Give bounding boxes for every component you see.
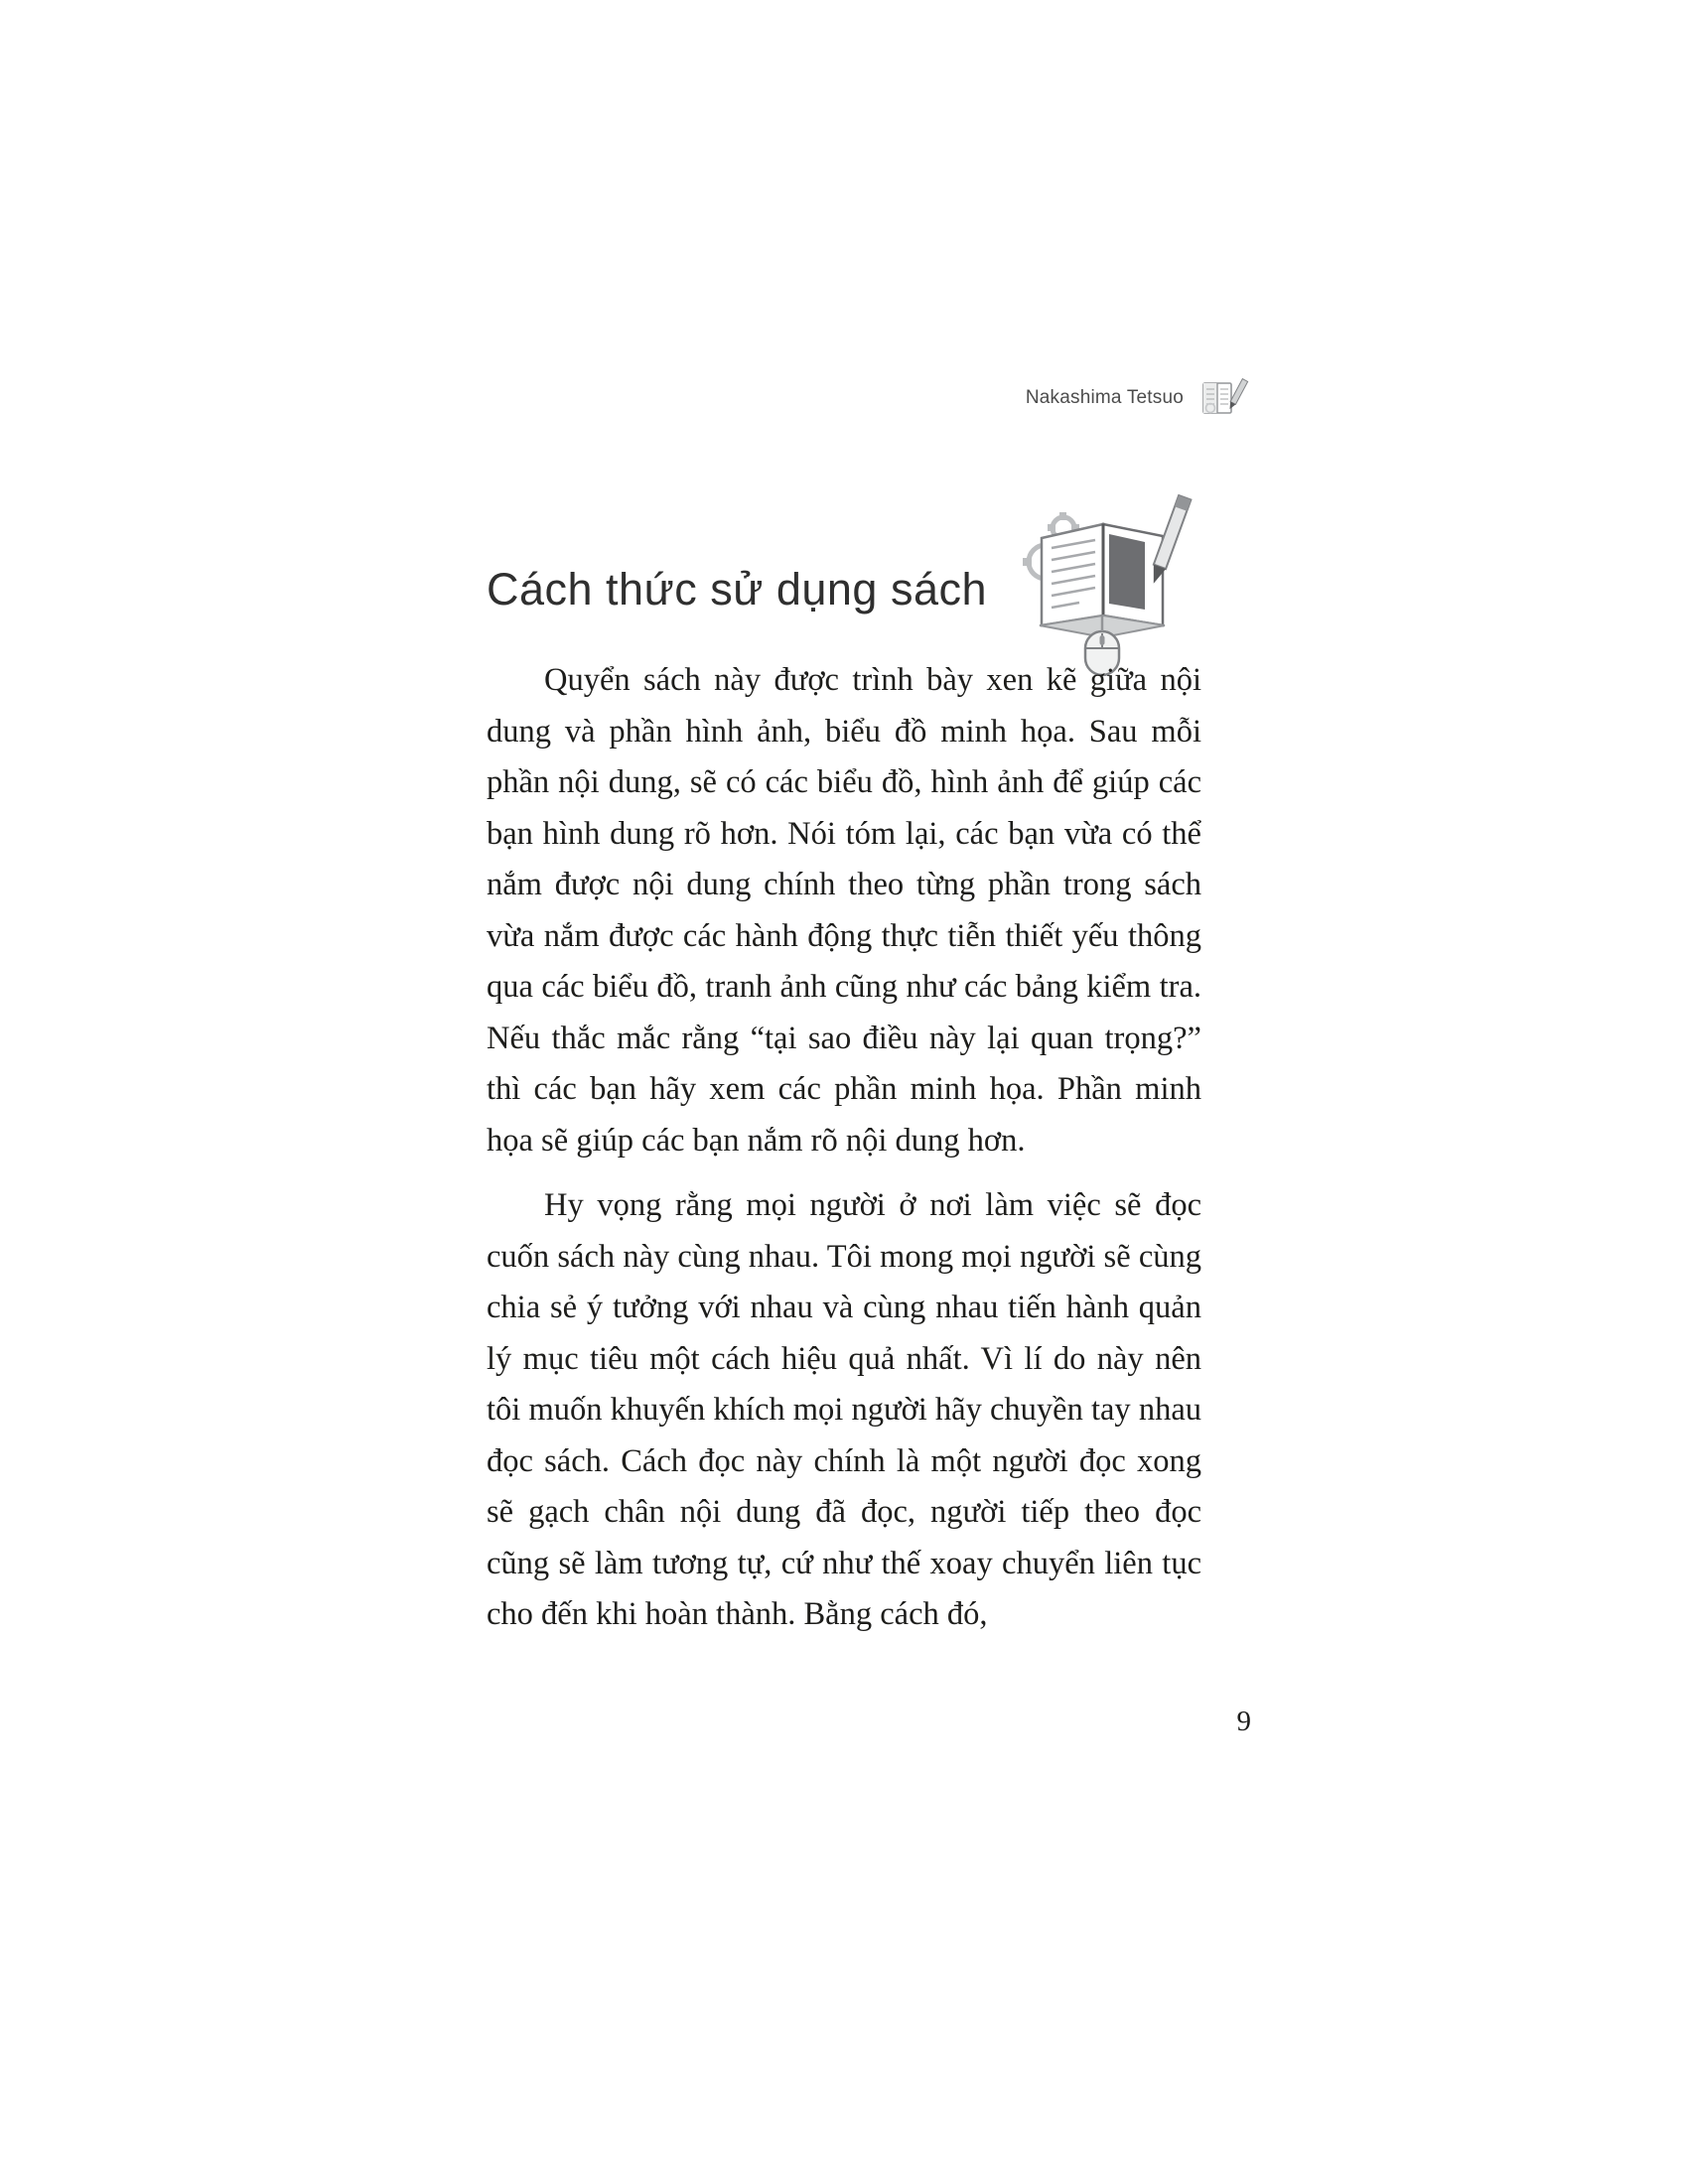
notebook-pen-icon	[1197, 375, 1251, 421]
page-number: 9	[1236, 1706, 1251, 1737]
page-title: Cách thức sử dụng sách	[487, 564, 988, 615]
paragraph-2: Hy vọng rằng mọi người ở nơi làm việc sẽ đọc cuốn sách này cùng nhau. Tôi mong mọi người sẽ cùng chia sẻ ý tưởng với nhau và cùng nhau tiến hành quản lý mục tiêu một cách hiệu quả nhất. Vì lí do này nên tôi muốn khuyến khích mọi người hãy chuyền tay nhau đọc sách. Cách đọc này chính là một người đọc xong sẽ gạch chân nội dung đã đọc, người tiếp theo đọc cũng sẽ làm tương tự, cứ như thế xoay chuyển liên tục cho đến khi hoàn thành. Bằng cách đó,	[487, 1187, 1201, 1632]
chapter-title-block	[487, 477, 1211, 665]
body-text	[487, 655, 1201, 1643]
paragraph-1: Quyển sách này được trình bày xen kẽ giữa nội dung và phần hình ảnh, biểu đồ minh họa. Sau mỗi phần nội dung, sẽ có các biểu đồ, hình ảnh để giúp các bạn hình dung rõ hơn. Nói tóm lại, các bạn vừa có thể nắm được nội dung chính theo từng phần trong sách vừa nắm được các hành động thực tiễn thiết yếu thông qua các biểu đồ, tranh ảnh cũng như các bảng kiểm tra. Nếu thắc mắc rằng “tại sao điều này lại quan trọng?” thì các bạn hãy xem các phần minh họa. Phần minh họa sẽ giúp các bạn nắm rõ nội dung hơn.	[487, 662, 1201, 1159]
running-header	[1026, 375, 1251, 421]
open-book-gear-mouse-icon	[1018, 477, 1196, 665]
running-header-author: Nakashima Tetsuo	[1025, 387, 1184, 408]
